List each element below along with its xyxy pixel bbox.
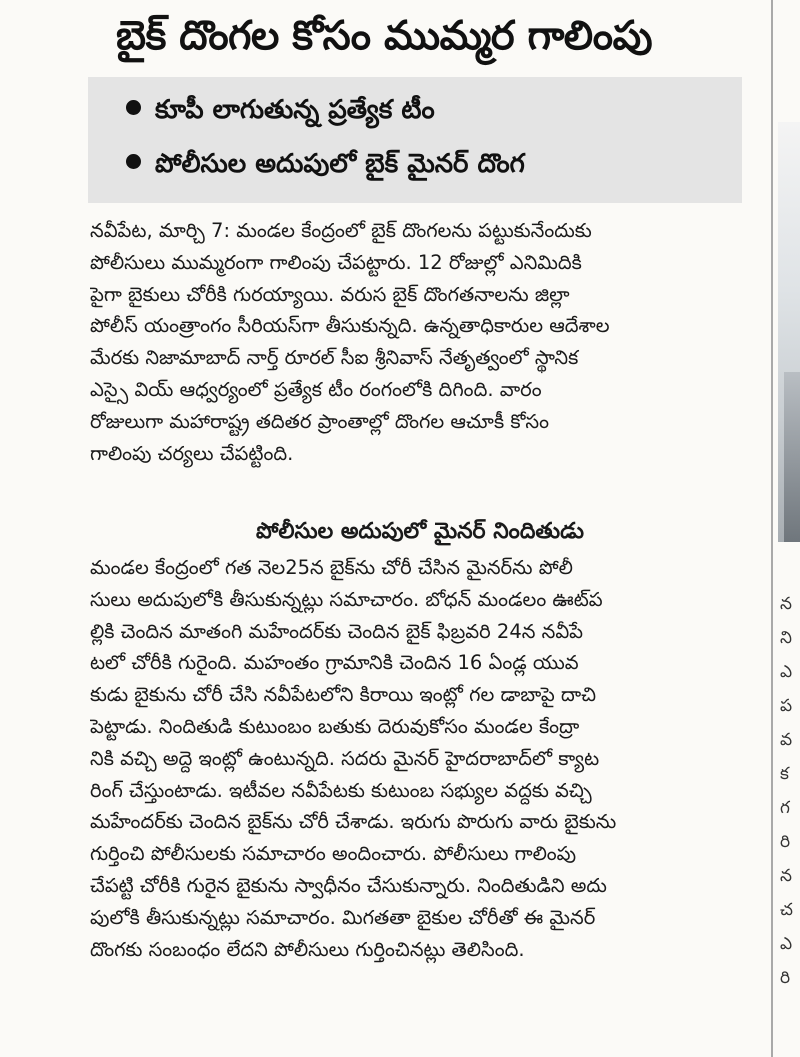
text-line: దొంగకు సంబంధం లేదని పోలీసులు గుర్తించినట్లు తెలిసింది. [90, 937, 525, 961]
paragraph-1 [90, 215, 750, 469]
text-line: పోలీసులు ముమ్మరంగా గాలింపు చేపట్టారు. 12 రోజుల్లో ఎనిమిదికి [90, 250, 582, 274]
text-line: రోజులుగా మహారాష్ట్ర తదితర ప్రాంతాల్లో దొంగల ఆచూకీ కోసం [90, 409, 549, 433]
text-line: పులోకి తీసుకున్నట్లు సమాచారం. మిగతతా బైకుల చోరీతో ఈ మైనర్ [90, 905, 596, 929]
paragraph-2 [90, 552, 750, 965]
adjacent-text-fragment: ప [780, 696, 793, 716]
text-line: రింగ్ చేస్తుంటాడు. ఇటీవల నవీపేటకు కుటుంబ సభ్యుల వద్దకు వచ్చి [90, 778, 592, 802]
text-line: కుడు బైకును చోరీ చేసి నవీపేటలోని కిరాయి ఇంట్లో గల డాబాపై దాచి [90, 683, 597, 707]
adjacent-text-fragment: వ [780, 730, 793, 750]
subhead-item [126, 139, 525, 189]
headline: బైక్ దొంగల కోసం ముమ్మర గాలింపు [115, 13, 653, 59]
text-line: గాలింపు చర్యలు చేపట్టింది. [90, 441, 294, 465]
adjacent-text-fragment: చ [780, 900, 793, 920]
text-line: నికి వచ్చి అద్దె ఇంట్లో ఉంటున్నది. సదరు మైనర్ హైదరాబాద్‌లో క్యాట [90, 746, 600, 770]
adjacent-text-fragment: రి [780, 832, 791, 852]
column-divider [771, 0, 773, 1057]
text-line: ల్లికి చెందిన మాతంగి మహేందర్‌కు చెందిన బైక్ ఫిబ్రవరి 24న నవీపే [90, 619, 584, 643]
adjacent-text-fragment: న [780, 594, 792, 614]
adjacent-text-fragment: క [780, 764, 789, 784]
text-line: టలో చోరీకి గురైంది. మహంతం గ్రామానికి చెందిన 16 ఏండ్ల యువ [90, 651, 579, 675]
text-line: పోలీస్ యంత్రాంగం సీరియస్‌గా తీసుకున్నది. ఉన్నతాధికారుల ఆదేశాల [90, 314, 610, 338]
adjacent-text-fragment: రి [780, 968, 791, 988]
adjacent-text-fragment: ఎ [780, 934, 793, 954]
adjacent-photo [778, 122, 800, 542]
text-line: మహేందర్‌కు చెందిన బైక్‌ను చోరీ చేశాడు. ఇరుగు పొరుగు వారు బైకును [90, 810, 617, 834]
text-line: మేరకు నిజామాబాద్ నార్త్ రూరల్ సీఐ శ్రీనివాస్ నేతృత్వంలో స్థానిక [90, 346, 579, 370]
text-line: మండల కేంద్రంలో గత నెల25న బైక్‌ను చోరీ చేసిన మైనర్‌ను పోలీ [90, 556, 573, 579]
bullet-icon [126, 154, 141, 169]
adjacent-text-fragment: గ [780, 798, 790, 818]
subhead-text: పోలీసుల అదుపులో బైక్ మైనర్ దొంగ [155, 149, 525, 179]
text-line: ఎస్సై వియ్ ఆధ్వర్యంలో ప్రత్యేక టీం రంగంలోకి దిగింది. వారం [90, 377, 542, 401]
text-line: చేపట్టి చోరీకి గురైన బైకును స్వాధీనం చేసుకున్నారు. నిందితుడిని అదు [90, 873, 607, 897]
text-line: నవీపేట, మార్చి 7: మండల కేంద్రంలో బైక్ దొంగలను పట్టుకునేందుకు [90, 219, 592, 242]
bullet-icon [126, 100, 141, 115]
text-line: గుర్తించి పోలీసులకు సమాచారం అందించారు. పోలీసులు గాలింపు [90, 842, 577, 866]
subhead-box [88, 77, 742, 203]
text-line: పెట్టాడు. నిందితుడి కుటుంబం బతుకు దెరువుకోసం మండల కేంద్రా [90, 714, 580, 738]
subhead-item [126, 85, 435, 135]
adjacent-column [774, 0, 800, 1057]
adjacent-text-fragment: ని [780, 628, 792, 648]
text-line: సులు అదుపులోకి తీసుకున్నట్లు సమాచారం. బోధన్ మండలం ఊట్‌ప [90, 587, 603, 611]
text-line: పైగా బైకులు చోరీకి గురయ్యాయి. వరుస బైక్ దొంగతనాలను జిల్లా [90, 282, 570, 306]
section-heading: పోలీసుల అదుపులో మైనర్ నిందితుడు [255, 519, 584, 544]
adjacent-text-fragment: న [780, 866, 792, 886]
subhead-text: కూపీ లాగుతున్న ప్రత్యేక టీం [155, 95, 435, 125]
adjacent-text-fragment: ఎ [780, 662, 793, 682]
